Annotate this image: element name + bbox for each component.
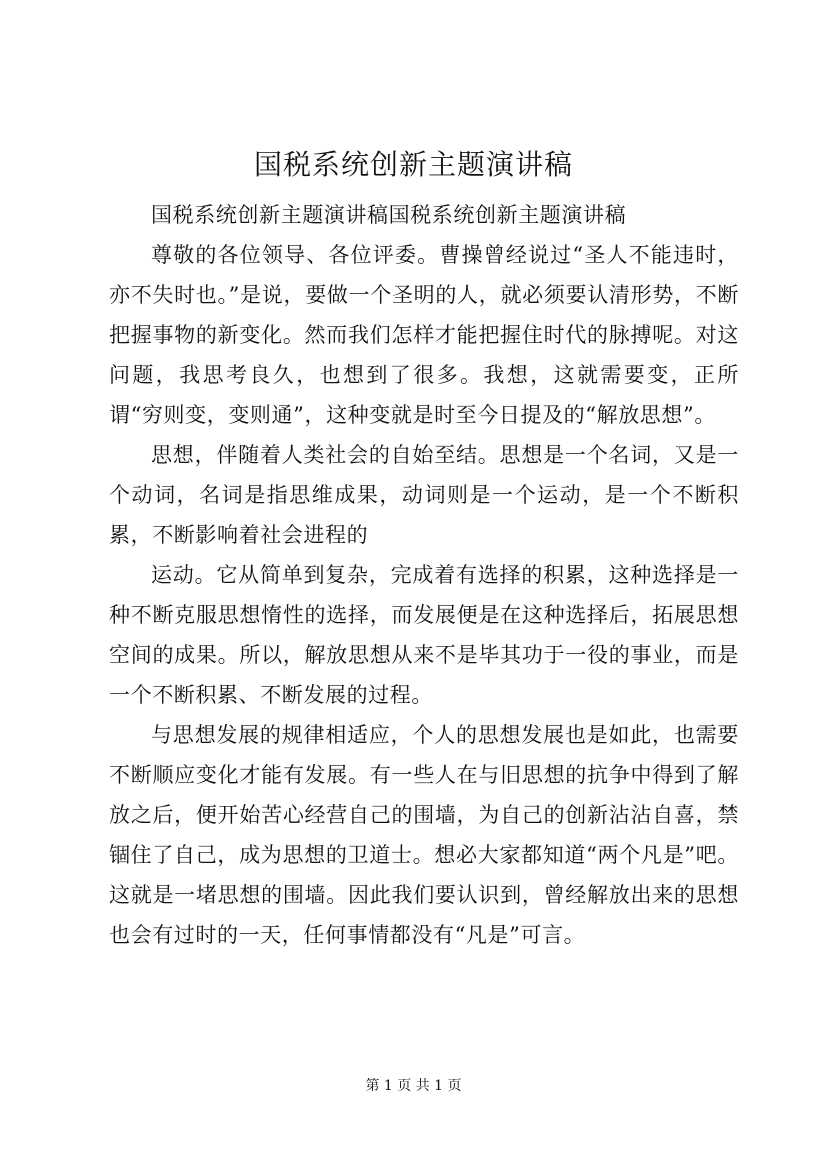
paragraph-subtitle: 国税系统创新主题演讲稿国税系统创新主题演讲稿 (151, 203, 627, 227)
page-footer: 第 1 页 共 1 页 (365, 1078, 462, 1094)
paragraph-4: 与思想发展的规律相适应，个人的思想发展也是如此，也需要不断顺应变化才能有发展。有一些人在与旧思想的抗争中得到了解放之后，便开始苦心经营自己的围墙，为自己的创新沾沾自喜，禁锢住了自己，成为思想的卫道士。想必大家都知道“两个凡是”吧。这就是一堵思想的围墙。因此我们要认识到，曾经解放出来的思想也会有过时的一天，任何事情都没有“凡是”可言。 (109, 723, 739, 947)
paragraph-1: 尊敬的各位领导、各位评委。曹操曾经说过“圣人不能违时，亦不失时也。”是说，要做一个圣明的人，就必须要认清形势，不断把握事物的新变化。然而我们怎样才能把握住时代的脉搏呢。对这问题，我思考良久，也想到了很多。我想，这就需要变，正所谓“穷则变，变则通”，这种变就是时至今日提及的“解放思想”。 (109, 243, 739, 427)
paragraph-3: 运动。它从简单到复杂，完成着有选择的积累，这种选择是一种不断克服思想惰性的选择，而发展便是在这种选择后，拓展思想空间的成果。所以，解放思想从来不是毕其功于一役的事业，而是一个不断积累、不断发展的过程。 (109, 563, 739, 707)
document-title: 国税系统创新主题演讲稿 (253, 148, 573, 181)
paragraph-2: 思想，伴随着人类社会的自始至结。思想是一个名词，又是一个动词，名词是指思维成果，动词则是一个运动，是一个不断积累，不断影响着社会进程的 (109, 443, 739, 547)
document-body (109, 195, 739, 955)
